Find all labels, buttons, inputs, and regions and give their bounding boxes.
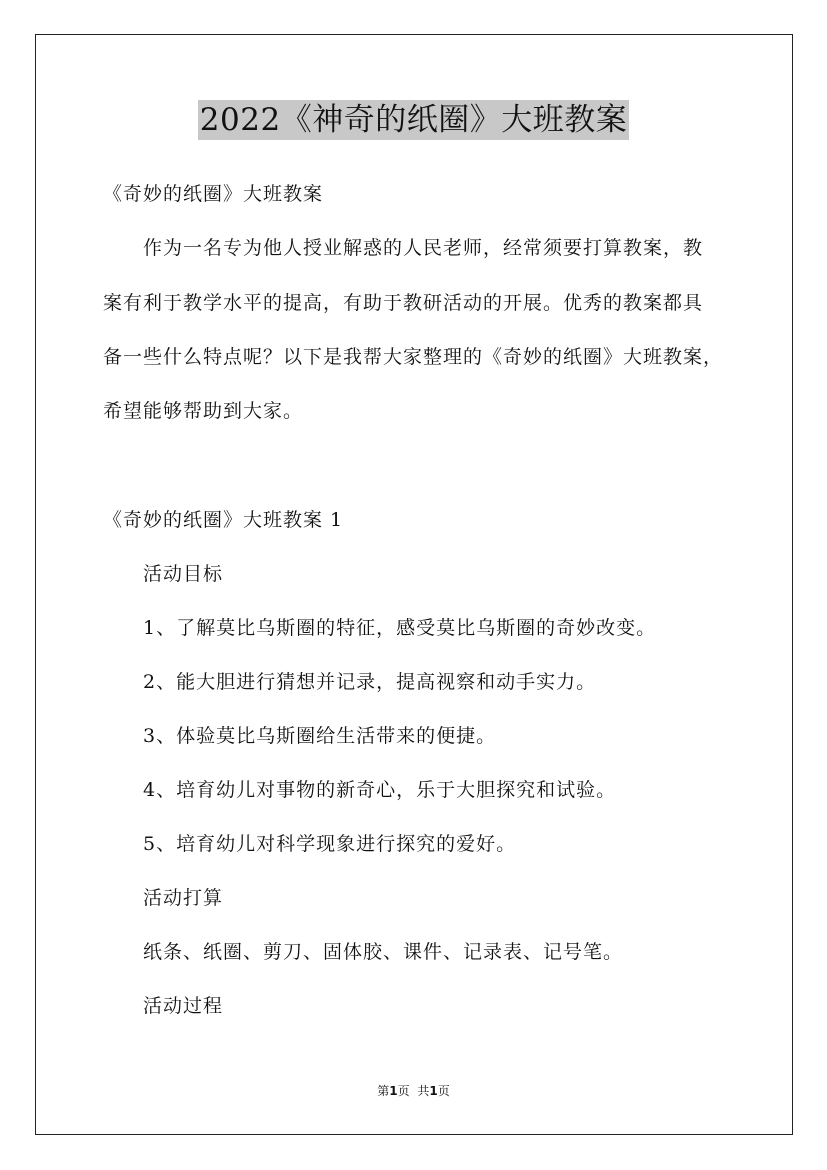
goals-heading: 活动目标 <box>143 563 224 585</box>
process-heading: 活动过程 <box>143 995 224 1017</box>
document-title: 2022《神奇的纸圈》大班教案 <box>199 102 628 138</box>
prep-text: 纸条、纸圈、剪刀、固体胶、课件、记录表、记号笔。 <box>143 941 624 963</box>
footer-total-suffix: 页 <box>437 1084 450 1098</box>
goal-item: 4、培育幼儿对事物的新奇心，乐于大胆探究和试验。 <box>143 779 617 801</box>
footer-total-prefix: 共 <box>417 1084 430 1098</box>
goal-item: 1、了解莫比乌斯圈的特征，感受莫比乌斯圈的奇妙改变。 <box>143 617 657 639</box>
document-subtitle: 《奇妙的纸圈》大班教案 <box>103 183 324 205</box>
intro-line-2: 案有利于教学水平的提高，有助于教研活动的开展。优秀的教案都具 <box>103 292 704 314</box>
goal-item: 5、培育幼儿对科学现象进行探究的爱好。 <box>143 833 517 855</box>
page-footer <box>0 1083 827 1099</box>
goal-item: 3、体验莫比乌斯圈给生活带来的便捷。 <box>143 725 497 747</box>
footer-page-prefix: 第 <box>377 1084 390 1098</box>
intro-line-3: 备一些什么特点呢？以下是我帮大家整理的《奇妙的纸圈》大班教案， <box>103 346 724 368</box>
footer-page-suffix: 页 <box>397 1084 410 1098</box>
footer-total-number: 1 <box>429 1084 438 1098</box>
footer-page-number: 1 <box>389 1084 398 1098</box>
title-container <box>0 100 827 140</box>
goal-item: 2、能大胆进行猜想并记录，提高视察和动手实力。 <box>143 671 597 693</box>
intro-line-1: 作为一名专为他人授业解惑的人民老师，经常须要打算教案，教 <box>143 237 704 259</box>
section-title: 《奇妙的纸圈》大班教案 1 <box>103 509 344 531</box>
intro-line-4: 希望能够帮助到大家。 <box>103 400 304 422</box>
prep-heading: 活动打算 <box>143 887 224 909</box>
